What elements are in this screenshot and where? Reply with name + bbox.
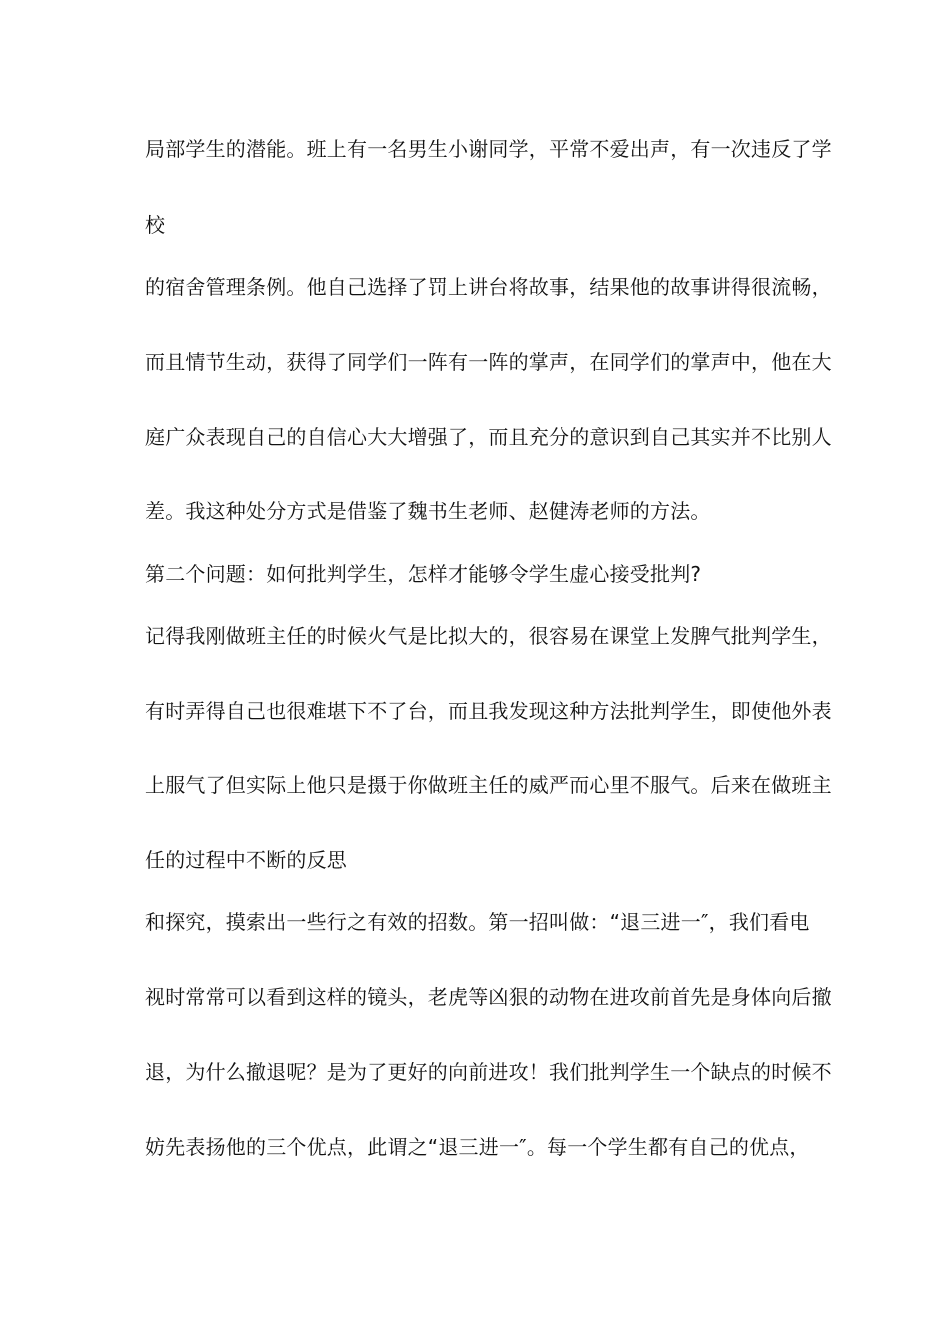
text-line: 上服气了但实际上他只是摄于你做班主任的威严而心里不服气。后来在做班主	[145, 773, 832, 797]
text-line: 差。我这种处分方式是借鉴了魏书生老师、赵健涛老师的方法。	[145, 499, 711, 523]
text-line: 校	[145, 213, 166, 237]
text-line: 而且情节生动，获得了同学们一阵有一阵的掌声，在同学们的掌声中，他在大	[145, 350, 832, 374]
text-line: 庭广众表现自己的自信心大大增强了，而且充分的意识到自己其实并不比别人	[145, 425, 832, 449]
text-line: 记得我刚做班主任的时候火气是比拟大的，很容易在课堂上发脾气批判学生，	[145, 624, 832, 648]
text-line: 的宿舍管理条例。他自己选择了罚上讲台将故事，结果他的故事讲得很流畅，	[145, 275, 832, 299]
section-heading: 第二个问题：如何批判学生，怎样才能够令学生虚心接受批判?	[145, 562, 702, 586]
text-line: 和探究，摸索出一些行之有效的招数。第一招叫做：“退三进一″，我们看电	[145, 910, 810, 934]
text-line: 妨先表扬他的三个优点，此谓之“退三进一″。每一个学生都有自己的优点，	[145, 1135, 810, 1159]
text-line: 有时弄得自己也很难堪下不了台，而且我发现这种方法批判学生，即使他外表	[145, 699, 832, 723]
text-line: 任的过程中不断的反思	[145, 848, 347, 872]
text-line: 局部学生的潜能。班上有一名男生小谢同学，平常不爱出声，有一次违反了学	[145, 137, 832, 161]
text-line: 退，为什么撤退呢？是为了更好的向前进攻！我们批判学生一个缺点的时候不	[145, 1060, 832, 1084]
text-line: 视时常常可以看到这样的镜头，老虎等凶狠的动物在进攻前首先是身体向后撤	[145, 985, 832, 1009]
